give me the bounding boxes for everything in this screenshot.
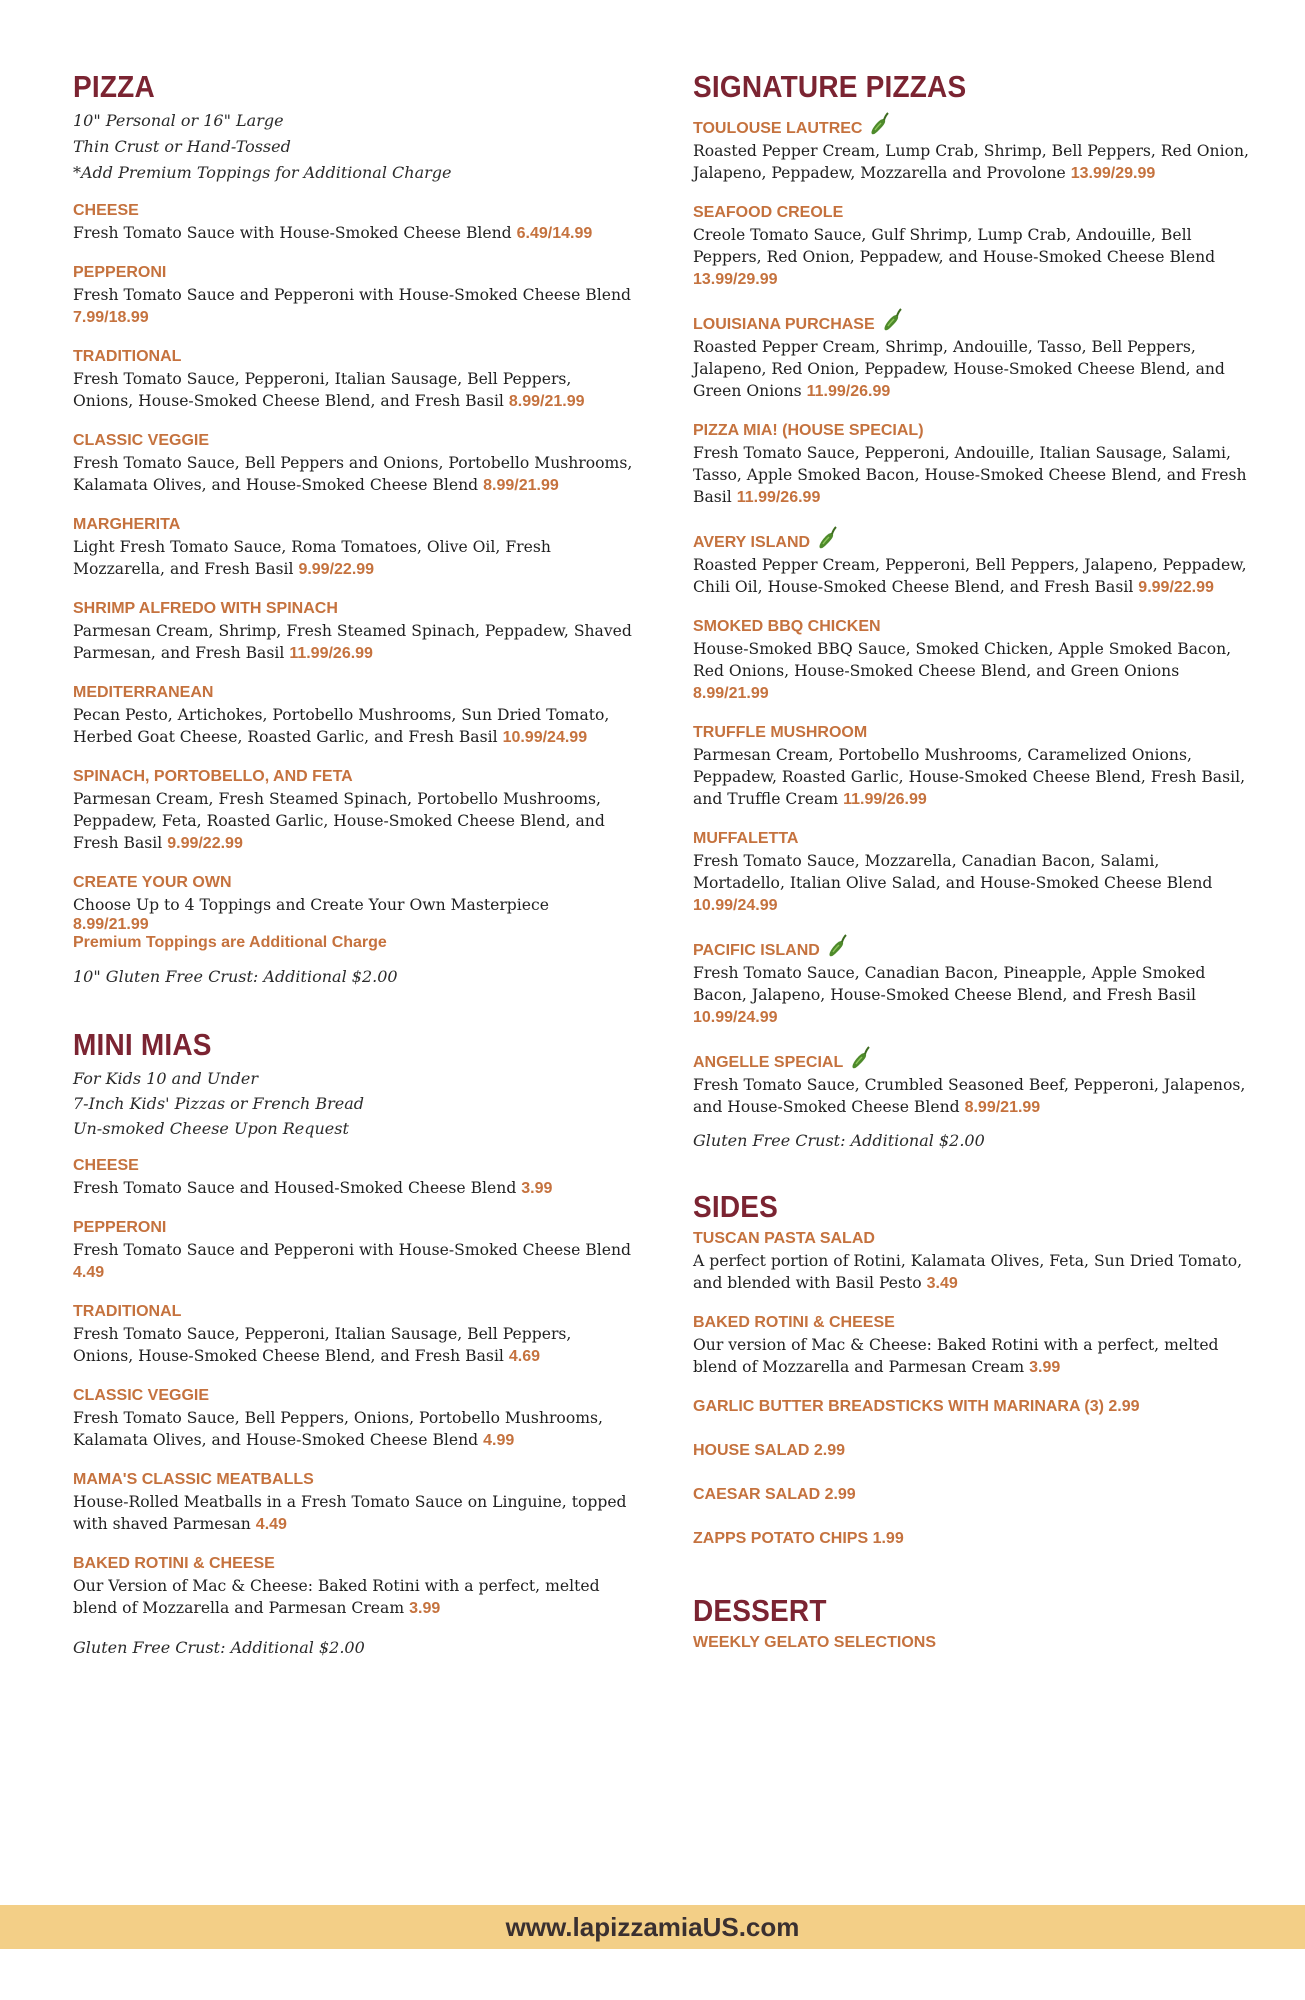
item-description	[693, 962, 1253, 1029]
item-description	[693, 442, 1253, 509]
sides-simple-list	[693, 1396, 1253, 1550]
jalapeno-pepper-icon	[826, 934, 848, 958]
item-description-text: Creole Tomato Sauce, Gulf Shrimp, Lump Crab, Andouille, Bell Peppers, Red Onion, Peppadew, and House-Smoked Cheese Blend	[693, 226, 1216, 266]
item-name-text: SMOKED BBQ CHICKEN	[693, 618, 881, 635]
item-description	[693, 850, 1253, 917]
item-description	[693, 744, 1253, 811]
menu-item	[73, 262, 633, 329]
item-name	[693, 616, 1253, 638]
item-name-text: AVERY ISLAND	[693, 534, 811, 551]
item-name	[693, 828, 1253, 850]
item-name	[693, 1046, 1253, 1074]
item-price: 8.99/21.99	[508, 393, 585, 410]
sides-item-list	[693, 1228, 1253, 1379]
item-description	[693, 1074, 1253, 1119]
item-name	[73, 514, 633, 536]
item-description-text: Roasted Pepper Cream, Shrimp, Andouille, Tasso, Bell Peppers, Jalapeno, Red Onion, Peppadew, House-Smoked Cheese Blend, and Green Onions	[693, 338, 1225, 400]
jalapeno-pepper-icon	[868, 112, 890, 136]
left-column	[73, 70, 633, 1659]
signature-item-list	[693, 112, 1253, 1119]
signature-pizzas-section	[693, 70, 1253, 1152]
menu-item	[73, 200, 633, 245]
menu-item	[73, 1553, 633, 1620]
jalapeno-pepper-icon	[816, 526, 838, 550]
section-title-pizza: PIZZA	[73, 70, 155, 104]
pizza-section	[73, 70, 633, 988]
item-name	[73, 1469, 633, 1491]
item-description-text: Roasted Pepper Cream, Lump Crab, Shrimp, Bell Peppers, Red Onion, Jalapeno, Peppadew, Mozzarella and Provolone	[693, 142, 1249, 182]
item-description-text: Light Fresh Tomato Sauce, Roma Tomatoes, Olive Oil, Fresh Mozzarella, and Fresh Basil	[73, 538, 551, 578]
mini-mias-section	[73, 1028, 633, 1659]
intro-line: 7-Inch Kids' Pizzas or French Bread	[73, 1094, 365, 1113]
menu-item	[693, 1312, 1253, 1379]
item-description-text: Fresh Tomato Sauce and Pepperoni with House-Smoked Cheese Blend	[73, 286, 631, 304]
menu-item	[693, 112, 1253, 185]
item-description	[73, 1575, 633, 1620]
item-description	[73, 704, 633, 749]
item-price: 6.49/14.99	[516, 225, 593, 242]
item-name	[693, 934, 1253, 962]
item-description-text: Fresh Tomato Sauce, Bell Peppers and Onions, Portobello Mushrooms, Kalamata Olives, and House-Smoked Cheese Blend	[73, 454, 633, 494]
jalapeno-pepper-icon	[849, 1046, 871, 1070]
item-name: CREATE YOUR OWN	[73, 874, 232, 891]
sides-section	[693, 1190, 1253, 1550]
mini-mias-item-list	[73, 1155, 633, 1620]
item-name-text: PIZZA MIA! (HOUSE SPECIAL)	[693, 422, 924, 439]
menu-item	[693, 526, 1253, 599]
footer-band	[0, 1905, 1305, 1949]
item-description	[73, 1239, 633, 1284]
item-description	[73, 788, 633, 855]
intro-line: Thin Crust or Hand-Tossed	[73, 137, 291, 156]
item-name	[73, 766, 633, 788]
item-description	[73, 1177, 633, 1200]
intro-line: For Kids 10 and Under	[73, 1069, 258, 1088]
menu-item	[693, 1228, 1253, 1295]
item-description	[73, 284, 633, 329]
item-name-text: BAKED ROTINI & CHEESE	[693, 1314, 895, 1331]
intro-line: *Add Premium Toppings for Additional Charge	[73, 163, 452, 182]
item-name	[73, 430, 633, 452]
item-name	[693, 1312, 1253, 1334]
menu-item	[73, 346, 633, 413]
menu-item	[73, 514, 633, 581]
item-description	[73, 1407, 633, 1452]
item-price: 10.99/24.99	[693, 897, 778, 914]
item-description-text: Fresh Tomato Sauce, Canadian Bacon, Pineapple, Apple Smoked Bacon, Jalapeno, House-Smoked Cheese Blend, and Fresh Basil	[693, 964, 1206, 1004]
item-price: 9.99/22.99	[1138, 579, 1214, 596]
item-price: 11.99/26.99	[736, 489, 821, 506]
item-name-text: MUFFALETTA	[693, 830, 799, 847]
item-description	[693, 336, 1253, 403]
item-name-text: SHRIMP ALFREDO WITH SPINACH	[73, 600, 338, 617]
item-price: 9.99/22.99	[298, 561, 375, 578]
item-name-text: CHEESE	[73, 202, 139, 219]
item-description-text: House-Rolled Meatballs in a Fresh Tomato Sauce on Linguine, topped with shaved Parmesan	[73, 1493, 627, 1533]
item-description	[73, 1491, 633, 1536]
item-name	[73, 1385, 633, 1407]
item-price: 13.99/29.99	[1070, 165, 1156, 182]
item-name	[693, 1228, 1253, 1250]
item-name	[73, 262, 633, 284]
item-description-text: Fresh Tomato Sauce with House-Smoked Cheese Blend	[73, 224, 512, 242]
item-description	[693, 554, 1253, 599]
item-name	[73, 346, 633, 368]
website-url[interactable]: www.lapizzamiaUS.com	[505, 1912, 800, 1942]
menu-item	[73, 430, 633, 497]
item-name	[73, 1217, 633, 1239]
item-description	[693, 1250, 1253, 1295]
item-description-text: House-Smoked BBQ Sauce, Smoked Chicken, Apple Smoked Bacon, Red Onions, House-Smoked Cheese Blend, and Green Onions	[693, 640, 1232, 680]
menu-item-create-your-own	[73, 872, 633, 952]
item-name-text: TRADITIONAL	[73, 348, 182, 365]
item-name-text: CLASSIC VEGGIE	[73, 1387, 210, 1404]
menu-item	[73, 1155, 633, 1200]
item-price: 9.99/22.99	[167, 835, 243, 852]
item-name	[693, 526, 1253, 554]
item-name-text: SPINACH, PORTOBELLO, AND FETA	[73, 768, 353, 785]
item-name-text: MEDITERRANEAN	[73, 684, 214, 701]
item-name	[693, 112, 1253, 140]
item-price: 11.99/26.99	[843, 791, 927, 808]
menu-item	[693, 308, 1253, 403]
item-name-text: MAMA'S CLASSIC MEATBALLS	[73, 1471, 314, 1488]
mini-mias-intro	[73, 1066, 633, 1141]
item-name-text: ANGELLE SPECIAL	[693, 1054, 844, 1071]
section-title-sides: SIDES	[693, 1190, 779, 1224]
item-name-text: TUSCAN PASTA SALAD	[693, 1230, 875, 1247]
menu-item	[73, 598, 633, 665]
item-price: 8.99/21.99	[483, 477, 559, 494]
item-description	[73, 1323, 633, 1368]
item-description-text: Fresh Tomato Sauce, Mozzarella, Canadian Bacon, Salami, Mortadello, Italian Olive Salad, and House-Smoked Cheese Blend	[693, 852, 1213, 892]
item-description-text: Fresh Tomato Sauce and Housed-Smoked Cheese Blend	[73, 1179, 517, 1197]
menu-item	[693, 828, 1253, 917]
item-name	[693, 420, 1253, 442]
menu-item	[73, 766, 633, 855]
section-title-signature: SIGNATURE PIZZAS	[693, 70, 967, 104]
menu-item	[73, 1385, 633, 1452]
item-description-text: Fresh Tomato Sauce, Crumbled Seasoned Beef, Pepperoni, Jalapenos, and House-Smoked Cheese Blend	[693, 1076, 1246, 1116]
item-description-text: Pecan Pesto, Artichokes, Portobello Mushrooms, Sun Dried Tomato, Herbed Goat Cheese, Roasted Garlic, and Fresh Basil	[73, 706, 610, 746]
dessert-item: WEEKLY GELATO SELECTIONS	[693, 1634, 936, 1651]
menu-item	[693, 722, 1253, 811]
item-price: 13.99/29.99	[693, 271, 778, 288]
gluten-free-note: Gluten Free Crust: Additional $2.00	[73, 1638, 365, 1657]
item-description-text: Fresh Tomato Sauce, Pepperoni, Andouille, Italian Sausage, Salami, Tasso, Apple Smoked Bacon, House-Smoked Cheese Blend, and Fresh Basil	[693, 444, 1247, 506]
item-price: 4.69	[508, 1348, 541, 1365]
item-price: 8.99/21.99	[73, 916, 149, 933]
item-description-text: Fresh Tomato Sauce and Pepperoni with House-Smoked Cheese Blend	[73, 1241, 631, 1259]
menu-item	[73, 1469, 633, 1536]
item-description-text: Parmesan Cream, Portobello Mushrooms, Caramelized Onions, Peppadew, Roasted Garlic, House-Smoked Cheese Blend, Fresh Basil, and Truffle Cream	[693, 746, 1246, 808]
item-description-text: A perfect portion of Rotini, Kalamata Olives, Feta, Sun Dried Tomato, and blended with Basil Pesto	[693, 1252, 1243, 1292]
menu-item	[73, 1301, 633, 1368]
side-item: ZAPPS POTATO CHIPS 1.99	[693, 1530, 904, 1547]
intro-line: 10" Personal or 16" Large	[73, 111, 284, 130]
item-name-text: CHEESE	[73, 1157, 139, 1174]
pizza-item-list	[73, 200, 633, 855]
item-name-text: LOUISIANA PURCHASE	[693, 316, 875, 333]
premium-toppings-note: Premium Toppings are Additional Charge	[73, 934, 387, 951]
item-name	[73, 1301, 633, 1323]
menu-item	[693, 934, 1253, 1029]
item-description-text: Our Version of Mac & Cheese: Baked Rotini with a perfect, melted blend of Mozzarella and Parmesan Cream	[73, 1577, 600, 1617]
item-name-text: TOULOUSE LAUTREC	[693, 120, 863, 137]
item-description-text: Fresh Tomato Sauce, Pepperoni, Italian Sausage, Bell Peppers, Onions, House-Smoked Cheese Blend, and Fresh Basil	[73, 1325, 572, 1365]
menu-item	[693, 202, 1253, 291]
item-name-text: SEAFOOD CREOLE	[693, 204, 844, 221]
intro-line: Un-smoked Cheese Upon Request	[73, 1119, 349, 1138]
side-item: GARLIC BUTTER BREADSTICKS WITH MARINARA (3) 2.99	[693, 1398, 1140, 1415]
item-price: 7.99/18.99	[73, 309, 149, 326]
gluten-free-note: Gluten Free Crust: Additional $2.00	[693, 1131, 985, 1150]
item-description-text: Fresh Tomato Sauce, Bell Peppers, Onions, Portobello Mushrooms, Kalamata Olives, and House-Smoked Cheese Blend	[73, 1409, 603, 1449]
item-name-text: TRADITIONAL	[73, 1303, 182, 1320]
item-name	[73, 1553, 633, 1575]
item-description	[693, 638, 1253, 705]
item-description	[73, 452, 633, 497]
item-name	[73, 682, 633, 704]
item-name	[73, 598, 633, 620]
item-description-text: Roasted Pepper Cream, Pepperoni, Bell Peppers, Jalapeno, Peppadew, Chili Oil, House-Smoked Cheese Blend, and Fresh Basil	[693, 556, 1247, 596]
item-price: 4.49	[255, 1516, 287, 1533]
item-price: 8.99/21.99	[964, 1099, 1041, 1116]
item-price: 11.99/26.99	[289, 645, 373, 662]
dessert-section	[693, 1594, 1253, 1654]
section-title-dessert: DESSERT	[693, 1594, 827, 1628]
item-description	[693, 140, 1253, 185]
item-price: 3.99	[1029, 1359, 1061, 1376]
pizza-intro	[73, 108, 633, 186]
item-name-text: TRUFFLE MUSHROOM	[693, 724, 868, 741]
item-price: 3.49	[926, 1275, 958, 1292]
side-item: CAESAR SALAD 2.99	[693, 1486, 856, 1503]
item-description-text: Fresh Tomato Sauce, Pepperoni, Italian Sausage, Bell Peppers, Onions, House-Smoked Cheese Blend, and Fresh Basil	[73, 370, 572, 410]
item-name-text: PACIFIC ISLAND	[693, 942, 820, 959]
menu-item	[693, 1046, 1253, 1119]
item-price: 4.49	[73, 1264, 105, 1281]
item-price: 11.99/26.99	[806, 383, 891, 400]
item-price: 8.99/21.99	[693, 685, 769, 702]
menu-item	[693, 616, 1253, 705]
item-name-text: PEPPERONI	[73, 1219, 167, 1236]
item-price: 4.99	[483, 1432, 515, 1449]
item-name	[693, 722, 1253, 744]
item-price: 3.99	[409, 1600, 441, 1617]
menu-item	[73, 682, 633, 749]
gluten-free-note: 10" Gluten Free Crust: Additional $2.00	[73, 967, 398, 986]
section-title-mini-mias: MINI MIAS	[73, 1028, 212, 1062]
item-name	[73, 1155, 633, 1177]
jalapeno-pepper-icon	[881, 308, 903, 332]
item-description	[693, 1334, 1253, 1379]
item-description	[73, 620, 633, 665]
item-name-text: MARGHERITA	[73, 516, 181, 533]
item-price: 10.99/24.99	[502, 729, 588, 746]
right-column	[693, 70, 1253, 1654]
item-description	[73, 222, 633, 245]
item-name-text: PEPPERONI	[73, 264, 167, 281]
item-description: Choose Up to 4 Toppings and Create Your Own Masterpiece	[73, 896, 549, 914]
item-price: 10.99/24.99	[693, 1009, 778, 1026]
item-description-text: Parmesan Cream, Shrimp, Fresh Steamed Spinach, Peppadew, Shaved Parmesan, and Fresh Basil	[73, 622, 632, 662]
side-item: HOUSE SALAD 2.99	[693, 1442, 846, 1459]
item-name-text: CLASSIC VEGGIE	[73, 432, 210, 449]
item-name	[73, 200, 633, 222]
menu-item	[693, 420, 1253, 509]
menu-item	[73, 1217, 633, 1284]
item-description	[73, 368, 633, 413]
item-description	[693, 224, 1253, 291]
item-name	[693, 202, 1253, 224]
item-description-text: Parmesan Cream, Fresh Steamed Spinach, Portobello Mushrooms, Peppadew, Feta, Roasted Garlic, House-Smoked Cheese Blend, and Fresh Basil	[73, 790, 605, 852]
item-description-text: Our version of Mac & Cheese: Baked Rotini with a perfect, melted blend of Mozzarella and Parmesan Cream	[693, 1336, 1219, 1376]
item-name	[693, 308, 1253, 336]
item-price: 3.99	[521, 1180, 553, 1197]
item-description	[73, 536, 633, 581]
item-name-text: BAKED ROTINI & CHEESE	[73, 1555, 275, 1572]
